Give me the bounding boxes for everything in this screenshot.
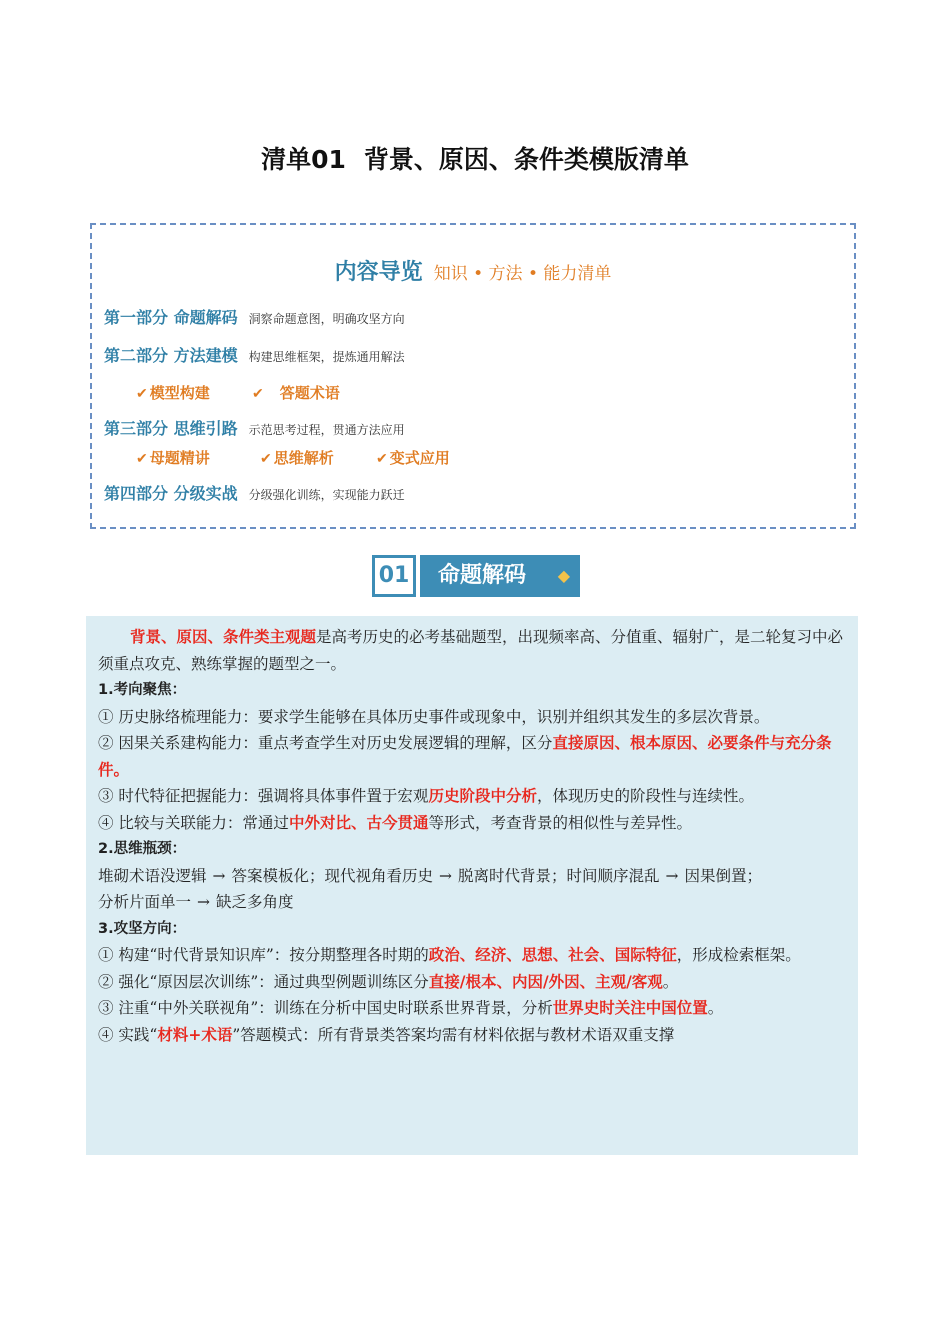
check-icon: ✔ bbox=[136, 386, 148, 402]
heading-focus: 1.考向聚焦： bbox=[98, 682, 187, 698]
arrow-icon: → bbox=[665, 866, 679, 885]
check-icon: ✔ bbox=[260, 451, 272, 467]
guide-title: 内容导览 bbox=[334, 260, 423, 285]
direction-item-3: ③ 注重“中外关联视角”：训练在分析中国史时联系世界背景，分析世界史时关注中国位置。 bbox=[98, 998, 724, 1017]
part-desc: 示范思考过程，贯通方法应用 bbox=[248, 423, 405, 437]
check-icon: ✔ bbox=[376, 451, 388, 467]
check-icon: ✔ bbox=[252, 386, 264, 402]
page-title bbox=[0, 140, 950, 176]
part-title: 第三部分 思维引路 bbox=[104, 419, 238, 438]
part-title: 第二部分 方法建模 bbox=[104, 346, 238, 365]
part-3-item: ✔ 母题精讲 bbox=[136, 449, 210, 467]
part-1 bbox=[104, 305, 405, 328]
bottleneck-line-2: 分析片面单一 → 缺乏多角度 bbox=[98, 893, 294, 911]
guide-heading bbox=[92, 255, 854, 286]
title-number: 清单01 bbox=[261, 145, 346, 174]
part-2-item: ✔ 答题术语 bbox=[252, 384, 340, 402]
heading-direction: 3.攻坚方向： bbox=[98, 920, 187, 937]
part-3-item: ✔ 变式应用 bbox=[376, 449, 450, 467]
focus-item-2: ② 因果关系建构能力：重点考查学生对历史发展逻辑的理解，区分直接原因、根本原因、必要条件与充分条件。 bbox=[98, 733, 832, 779]
part-2-item: ✔ 模型构建 bbox=[136, 384, 210, 402]
intro-paragraph: 背景、原因、条件类主观题是高考历史的必考基础题型，出现频率高、分值重、辐射广，是二轮复习中必须重点攻克、熟练掌握的题型之一。 bbox=[98, 627, 844, 673]
part-desc: 构建思维框架，提炼通用解法 bbox=[248, 350, 405, 364]
section-label: 命题解码 ◆ bbox=[420, 555, 580, 597]
arrow-icon: → bbox=[212, 866, 226, 885]
part-4 bbox=[104, 481, 405, 504]
direction-item-1: ① 构建“时代背景知识库”：按分期整理各时期的政治、经济、思想、社会、国际特征，形成检索框架。 bbox=[98, 945, 801, 964]
part-title: 第四部分 分级实战 bbox=[104, 484, 238, 503]
guide-subtitle: 知识 • 方法 • 能力清单 bbox=[433, 264, 612, 284]
part-3 bbox=[104, 416, 405, 439]
section-number: 01 bbox=[372, 555, 416, 597]
arrow-icon: → bbox=[439, 866, 453, 885]
title-text: 背景、原因、条件类模版清单 bbox=[363, 145, 689, 174]
part-3-item: ✔ 思维解析 bbox=[260, 449, 334, 467]
diamond-icon: ◆ bbox=[557, 566, 570, 585]
part-2 bbox=[104, 343, 405, 366]
direction-item-4: ④ 实践“材料+术语”答题模式：所有背景类答案均需有材料依据与教材术语双重支撑 bbox=[98, 1024, 675, 1044]
focus-item-3: ③ 时代特征把握能力：强调将具体事件置于宏观历史阶段中分析，体现历史的阶段性与连续性。 bbox=[98, 786, 754, 805]
part-desc: 洞察命题意图，明确攻坚方向 bbox=[248, 312, 405, 326]
bottleneck-line-1: 堆砌术语没逻辑 → 答案模板化；现代视角看历史 → 脱离时代背景；时间顺序混乱 → 因果倒置； bbox=[98, 866, 763, 885]
focus-item-1: ① 历史脉络梳理能力：要求学生能够在具体历史事件或现象中，识别并组织其发生的多层次背景。 bbox=[98, 707, 770, 726]
check-icon: ✔ bbox=[136, 451, 148, 467]
arrow-icon: → bbox=[197, 893, 211, 911]
section-badge bbox=[372, 555, 580, 597]
heading-bottleneck: 2.思维瓶颈： bbox=[98, 841, 187, 857]
content-guide-box bbox=[90, 223, 856, 529]
content-panel bbox=[86, 616, 858, 1155]
focus-item-4: ④ 比较与关联能力：常通过中外对比、古今贯通等形式，考查背景的相似性与差异性。 bbox=[98, 812, 692, 832]
part-title: 第一部分 命题解码 bbox=[104, 308, 238, 327]
direction-item-2: ② 强化“原因层次训练”：通过典型例题训练区分直接/根本、内因/外因、主观/客观。 bbox=[98, 971, 679, 991]
part-desc: 分级强化训练，实现能力跃迁 bbox=[248, 488, 405, 502]
